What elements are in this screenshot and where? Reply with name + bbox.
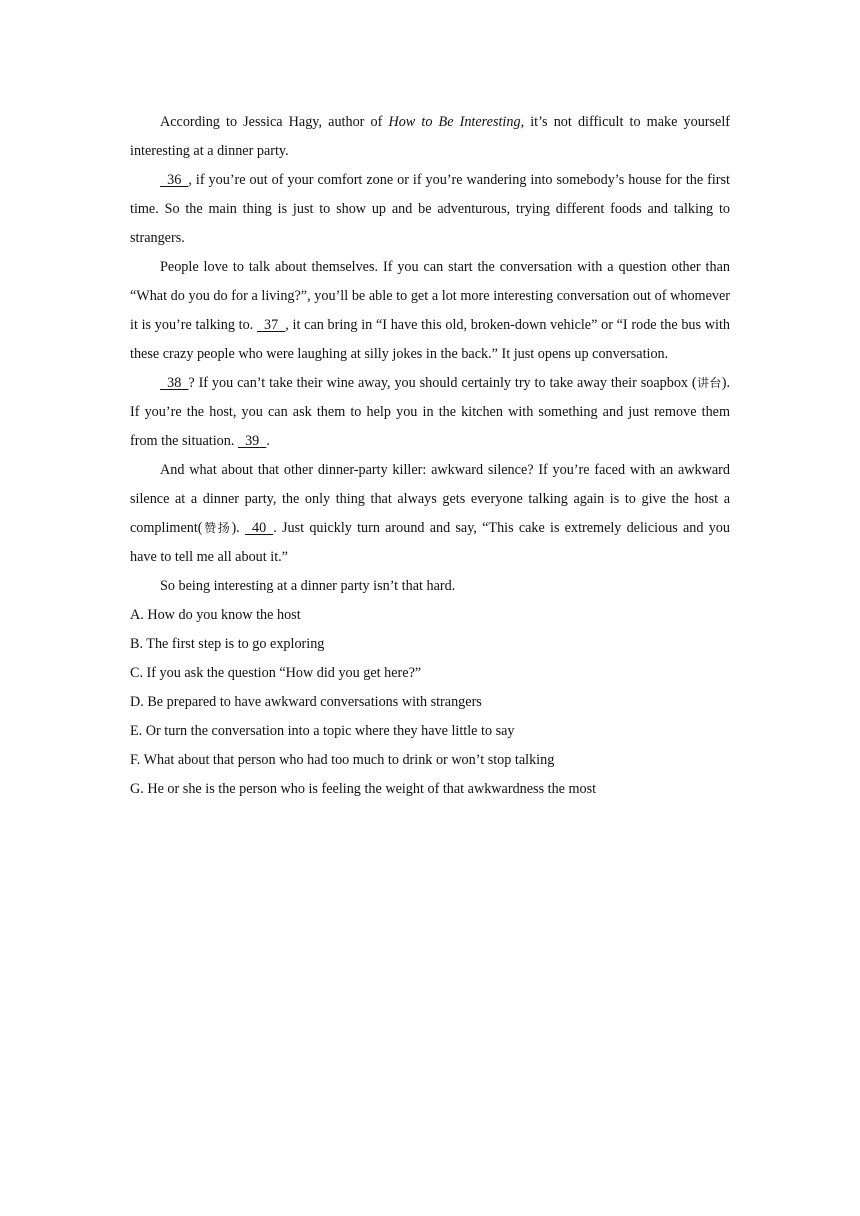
paragraph-1 [130, 108, 730, 166]
p3-before: People love to talk about themselves. If you can start the conversation with a question other than “What do you do for a living?”, you’ll be able to get a lot more interesting conversation out of whomever it is you’re talking to. [130, 259, 730, 333]
paragraph-6 [130, 572, 730, 601]
options-list [130, 601, 730, 804]
blank-40[interactable]: 40 [252, 520, 267, 536]
p5-chinese-gloss: 赞扬 [202, 521, 232, 535]
option-e: E. Or turn the conversation into a topic where they have little to say [130, 723, 515, 739]
option-b: B. The first step is to go exploring [130, 636, 325, 652]
option-f: F. What about that person who had too much to drink or won’t stop talking [130, 752, 555, 768]
document-page [130, 108, 730, 804]
option-c: C. If you ask the question “How did you get here?” [130, 665, 422, 681]
p5-mid: ). [231, 520, 245, 536]
p4-end: . [266, 433, 270, 449]
paragraph-5 [130, 456, 730, 572]
option-g: G. He or she is the person who is feeling the weight of that awkwardness the most [130, 781, 597, 797]
paragraph-4 [130, 369, 730, 456]
option-d: D. Be prepared to have awkward conversations with strangers [130, 694, 482, 710]
paragraph-3 [130, 253, 730, 369]
p4-text1: ? If you can’t take their wine away, you should certainly try to take away their soapbox ( [188, 375, 697, 391]
blank-36[interactable]: 36 [167, 172, 182, 188]
p5-after: . Just quickly turn around and say, “This cake is extremely delicious and you have to tell me all about it.” [130, 520, 730, 565]
p5-before: And what about that other dinner-party killer: awkward silence? If you’re faced with an awkward silence at a dinner party, the only thing that always gets everyone talking again is to give the host a compliment( [130, 462, 730, 536]
blank-37[interactable]: 37 [264, 317, 279, 333]
option-a: A. How do you know the host [130, 607, 301, 623]
p6-text: So being interesting at a dinner party isn’t that hard. [160, 578, 456, 594]
book-title: How to Be Interesting [388, 114, 521, 130]
p1-before: According to Jessica Hagy, author of [160, 114, 389, 130]
p1-after: , it’s not difficult to make yourself interesting at a dinner party. [130, 114, 730, 159]
paragraph-2 [130, 166, 730, 253]
p2-text: , if you’re out of your comfort zone or if you’re wandering into somebody’s house for the first time. So the main thing is just to show up and be adventurous, trying different foods and talking to strangers. [130, 172, 730, 246]
p3-after: , it can bring in “I have this old, broken-down vehicle” or “I rode the bus with these crazy people who were laughing at silly jokes in the back.” It just opens up conversation. [130, 317, 730, 362]
p4-text2: ). If you’re the host, you can ask them to help you in the kitchen with something and just remove them from the situation. [130, 375, 730, 449]
blank-39[interactable]: 39 [245, 433, 260, 449]
blank-38[interactable]: 38 [167, 375, 182, 391]
p4-chinese-gloss: 讲台 [696, 376, 722, 390]
